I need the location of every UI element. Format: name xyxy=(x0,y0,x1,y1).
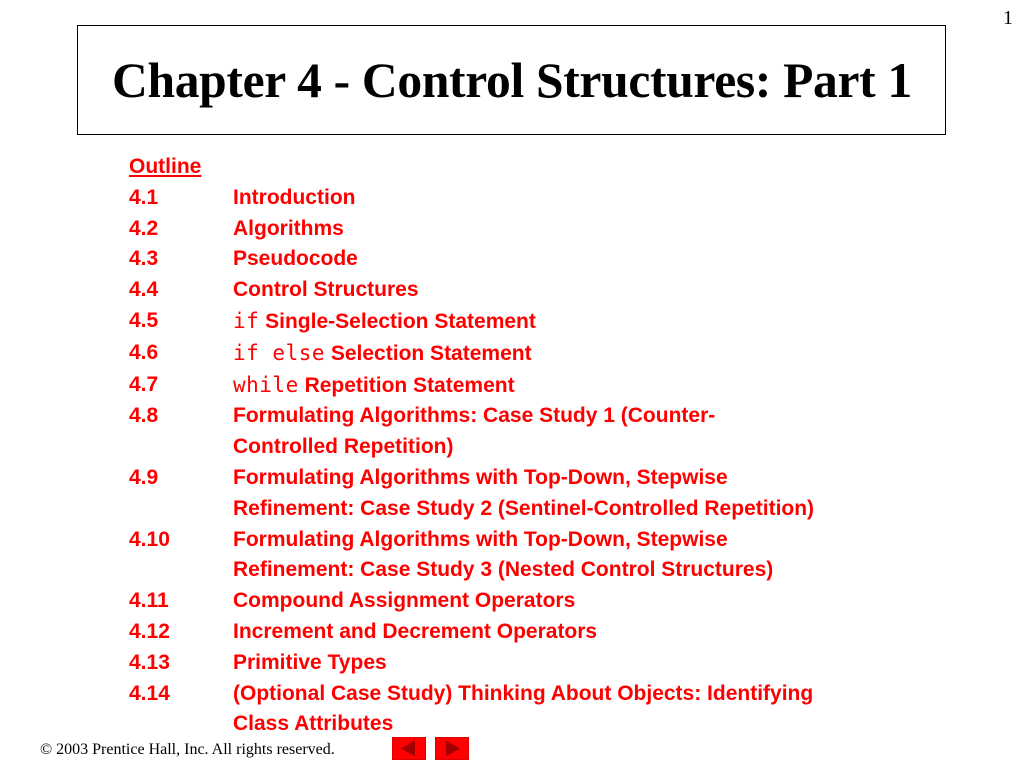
outline-items xyxy=(129,183,814,740)
outline-item-code-keyword: if else xyxy=(233,340,326,365)
outline-item-text xyxy=(233,555,773,586)
outline-item-number: 4.2 xyxy=(129,216,159,240)
outline-item-label: Introduction xyxy=(233,185,356,209)
outline-item-number: 4.10 xyxy=(129,527,170,551)
outline-item-number xyxy=(129,709,233,740)
next-slide-button[interactable] xyxy=(435,737,469,760)
outline-item-code-keyword: if xyxy=(233,308,260,333)
outline-item xyxy=(129,617,814,648)
outline-item-number: 4.14 xyxy=(129,681,170,705)
outline-item-label: Increment and Decrement Operators xyxy=(233,619,598,643)
outline-item-label: Repetition Statement xyxy=(304,373,515,397)
outline-item-label: Refinement: Case Study 2 (Sentinel-Controlled Repetition) xyxy=(233,496,815,520)
outline-item-text xyxy=(233,214,344,245)
outline-item-label: Compound Assignment Operators xyxy=(233,589,576,613)
outline-item-number: 4.5 xyxy=(129,308,159,332)
outline-item xyxy=(129,463,814,494)
outline-item-label: Algorithms xyxy=(233,216,344,240)
outline-item-text xyxy=(233,370,515,402)
outline-item-number xyxy=(129,555,233,586)
outline-item-label: Refinement: Case Study 3 (Nested Control Structures) xyxy=(233,558,774,582)
outline-item xyxy=(129,338,814,370)
outline-list xyxy=(129,152,814,740)
previous-slide-button[interactable] xyxy=(392,737,426,760)
outline-item-number: 4.11 xyxy=(129,589,169,613)
outline-item-number: 4.7 xyxy=(129,372,159,396)
outline-item-text xyxy=(233,432,453,463)
outline-item xyxy=(129,275,814,306)
slide-title-box xyxy=(77,25,946,135)
outline-item-text xyxy=(233,275,419,306)
slide-page-number: 1 xyxy=(1003,7,1013,29)
outline-item-text xyxy=(233,617,597,648)
outline-item-label: Primitive Types xyxy=(233,650,387,674)
outline-item xyxy=(129,494,814,525)
outline-item-label: Selection Statement xyxy=(330,341,532,365)
outline-item xyxy=(129,214,814,245)
outline-item-label: Formulating Algorithms: Case Study 1 (Counter- xyxy=(233,404,716,428)
outline-item xyxy=(129,648,814,679)
outline-item-label: (Optional Case Study) Thinking About Objects: Identifying xyxy=(233,681,814,705)
outline-item-text xyxy=(233,679,813,710)
outline-heading-row xyxy=(129,152,814,183)
outline-item-text xyxy=(233,648,387,679)
outline-item-label: Class Attributes xyxy=(233,712,394,736)
outline-item xyxy=(129,586,814,617)
copyright-footer: © 2003 Prentice Hall, Inc. All rights reserved. xyxy=(40,741,335,758)
outline-item-number: 4.9 xyxy=(129,465,159,489)
outline-item xyxy=(129,244,814,275)
outline-item-text xyxy=(233,525,728,556)
outline-item xyxy=(129,432,814,463)
outline-item-number: 4.8 xyxy=(129,404,159,428)
outline-heading: Outline xyxy=(129,155,202,178)
outline-item-label: Single-Selection Statement xyxy=(265,309,536,333)
outline-item-label: Formulating Algorithms with Top-Down, Stepwise xyxy=(233,527,728,551)
outline-item xyxy=(129,306,814,338)
outline-item-text xyxy=(233,709,393,740)
outline-item xyxy=(129,679,814,710)
outline-item xyxy=(129,183,814,214)
outline-item-number: 4.6 xyxy=(129,340,159,364)
outline-item-number xyxy=(129,432,233,463)
outline-item-label: Control Structures xyxy=(233,278,419,302)
outline-item-number: 4.12 xyxy=(129,619,170,643)
outline-item-number xyxy=(129,494,233,525)
outline-item-text xyxy=(233,338,532,370)
outline-item-text xyxy=(233,586,575,617)
outline-item-label: Controlled Repetition) xyxy=(233,435,454,459)
outline-item xyxy=(129,525,814,556)
outline-item xyxy=(129,401,814,432)
outline-item-number: 4.4 xyxy=(129,278,159,302)
left-triangle-icon xyxy=(392,737,426,760)
outline-item-text xyxy=(233,463,728,494)
outline-item-number: 4.13 xyxy=(129,650,170,674)
outline-item-number: 4.1 xyxy=(129,185,159,209)
outline-item-text xyxy=(233,306,536,338)
outline-item-text xyxy=(233,494,814,525)
right-triangle-icon xyxy=(435,737,469,760)
outline-item-text xyxy=(233,183,355,214)
outline-item xyxy=(129,370,814,402)
outline-item xyxy=(129,709,814,740)
outline-item xyxy=(129,555,814,586)
outline-item-text xyxy=(233,244,358,275)
outline-item-label: Pseudocode xyxy=(233,247,358,271)
outline-item-code-keyword: while xyxy=(233,372,299,397)
slide-title: Chapter 4 - Control Structures: Part 1 xyxy=(111,52,912,108)
outline-item-label: Formulating Algorithms with Top-Down, Stepwise xyxy=(233,465,728,489)
outline-item-text xyxy=(233,401,715,432)
outline-item-number: 4.3 xyxy=(129,247,159,271)
